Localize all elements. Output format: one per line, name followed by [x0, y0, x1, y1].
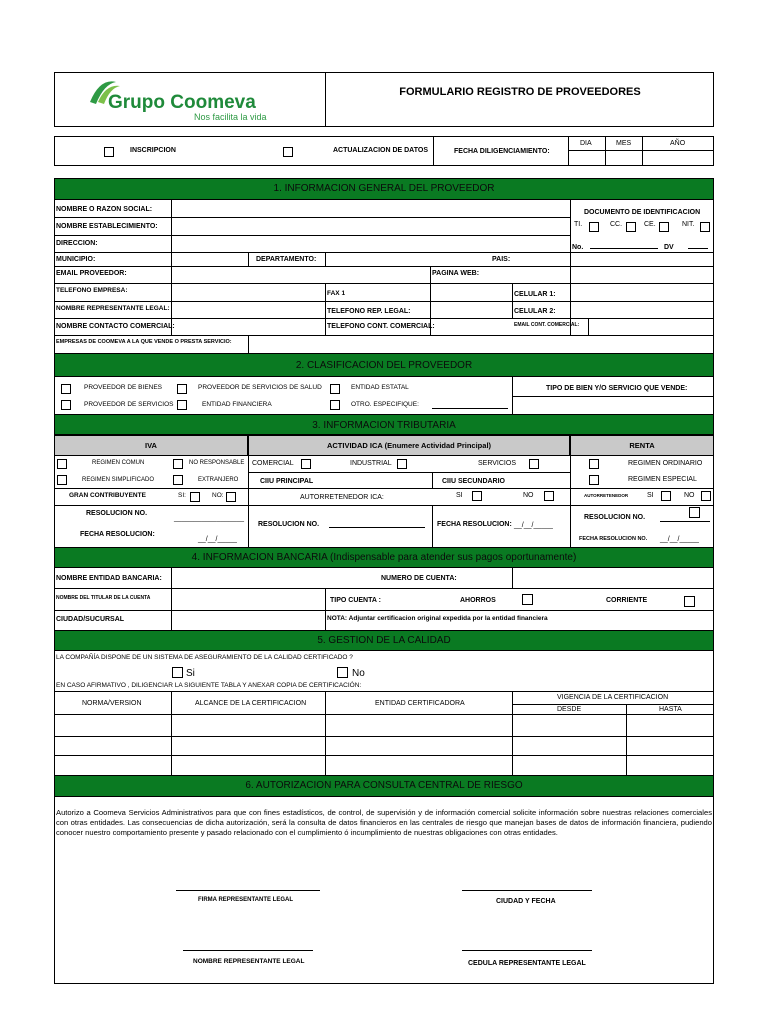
calidad-no-label: No	[352, 668, 365, 679]
anio-field[interactable]	[643, 151, 713, 165]
iva-header: IVA	[54, 435, 248, 456]
nombre-rep-label: NOMBRE REPRESENTANTE LEGAL	[193, 958, 305, 965]
estatal-checkbox[interactable]	[330, 384, 340, 394]
corriente-label: CORRIENTE	[606, 597, 648, 604]
anio-label: AÑO	[670, 140, 686, 147]
celular1-label: CELULAR 1:	[514, 291, 556, 298]
gran-si-checkbox[interactable]	[190, 492, 200, 502]
renta-fecha-label: FECHA RESOLUCION NO.	[579, 536, 648, 542]
ica-fecha-label: FECHA RESOLUCION:	[437, 521, 512, 528]
nombre-razon-field[interactable]	[172, 201, 569, 216]
nombre-rep-line[interactable]	[183, 950, 313, 951]
nombre-razon-label: NOMBRE O RAZON SOCIAL:	[56, 206, 153, 213]
autorizacion-paragraph: Autorizo a Coomeva Servicios Administrativos para que con fines estadísticos, de control, de supervisión y de información comercial solicite información sobre nuestras relaciones comerciales con otras entidades. Las consecuencias de dicha autorización, será la consulta de datos financieros en las centrales de riesgo que manejan bases de datos de información financiera, pudiendo conocer nuestro comportamiento presente y pasado relacionado con el cumplimiento ó incumplimiento de nuestras obligaciones con otras entidades.	[56, 808, 712, 837]
fecha-label: FECHA DILIGENCIAMIENTO:	[454, 148, 550, 155]
entidad-bancaria-label: NOMBRE ENTIDAD BANCARIA:	[56, 575, 162, 582]
comercial-label: COMERCIAL	[252, 460, 294, 467]
bienes-label: PROVEEDOR DE BIENES	[84, 384, 163, 391]
ciiu-secundario-label: CIIU SECUNDARIO	[442, 478, 506, 485]
titular-label: NOMBRE DEL TITULAR DE LA CUENTA	[56, 595, 151, 601]
ciudad-fecha-label: CIUDAD Y FECHA	[496, 898, 556, 905]
ti-label: TI.	[574, 221, 583, 228]
entidad-bancaria-field[interactable]	[172, 569, 372, 587]
serv-salud-label: PROVEEDOR DE SERVICIOS DE SALUD	[198, 384, 322, 391]
nit-label: NIT.	[682, 221, 695, 228]
firma-label: FIRMA REPRESENTANTE LEGAL	[198, 897, 294, 903]
reg-comun-checkbox[interactable]	[57, 459, 67, 469]
firma-line[interactable]	[176, 890, 320, 891]
no-resp-checkbox[interactable]	[173, 459, 183, 469]
calidad-si-checkbox[interactable]	[172, 667, 183, 678]
reg-simpl-label: REGIMEN SIMPLIFICADO	[82, 477, 155, 483]
gran-contrib-label: GRAN CONTRIBUYENTE	[69, 492, 146, 499]
doc-number-field[interactable]	[590, 248, 658, 249]
estatal-label: ENTIDAD ESTATAL	[351, 384, 409, 391]
empresas-label: EMPRESAS DE COOMEVA A LA QUE VENDE O PRESTA SERVICIO:	[56, 339, 232, 345]
ica-si-checkbox[interactable]	[472, 491, 482, 501]
renta-no-label: NO	[684, 492, 695, 499]
reg-comun-label: REGIMEN COMUN	[92, 460, 145, 466]
company-logo	[86, 76, 286, 122]
cert-row-3[interactable]	[55, 756, 713, 775]
nombre-establecimiento-field[interactable]	[172, 218, 569, 234]
ica-resolucion-label: RESOLUCION NO.	[258, 521, 320, 528]
gran-no-label: NO:	[212, 492, 224, 499]
cert-row-1[interactable]	[55, 715, 713, 735]
dv-label: DV	[664, 244, 674, 251]
financiera-label: ENTIDAD FINANCIERA	[202, 401, 272, 408]
reg-especial-checkbox[interactable]	[589, 475, 599, 485]
extranjero-label: EXTRANJERO	[198, 477, 239, 483]
mes-label: MES	[616, 140, 632, 147]
no-resp-label: NO RESPONSABLE	[189, 460, 245, 466]
extranjero-checkbox[interactable]	[173, 475, 183, 485]
iva-fecha-label: FECHA RESOLUCION:	[80, 531, 155, 538]
actualizacion-checkbox[interactable]	[283, 147, 293, 157]
titular-field[interactable]	[172, 589, 324, 609]
cc-label: CC.	[610, 221, 623, 228]
cedula-rep-line[interactable]	[462, 950, 592, 951]
industrial-checkbox[interactable]	[397, 459, 407, 469]
mes-field[interactable]	[606, 151, 641, 165]
gran-no-checkbox[interactable]	[226, 492, 236, 502]
logo-name: Grupo Coomeva	[108, 92, 256, 113]
municipio-label: MUNICIPIO:	[56, 256, 96, 263]
calidad-no-checkbox[interactable]	[337, 667, 348, 678]
renta-no-checkbox[interactable]	[701, 491, 711, 501]
no-label: No.	[572, 244, 584, 251]
section5-header: 5. GESTION DE LA CALIDAD	[54, 630, 714, 651]
calidad-instruction: EN CASO AFIRMATIVO , DILIGENCIAR LA SIGUIENTE TABLA Y ANEXAR COPIA DE CERTIFICACIÓN:	[56, 682, 362, 689]
col-entidad: ENTIDAD CERTIFICADORA	[375, 700, 465, 707]
ica-no-label: NO	[523, 492, 534, 499]
ce-label: CE.	[644, 221, 656, 228]
tel-rep-label: TELEFONO REP. LEGAL:	[327, 308, 411, 315]
ica-fecha-field[interactable]: __/__/_____	[514, 522, 553, 529]
pais-label: PAIS:	[492, 256, 511, 263]
numero-cuenta-field[interactable]	[513, 569, 713, 587]
form-title: FORMULARIO REGISTRO DE PROVEEDORES	[399, 86, 641, 98]
bienes-checkbox[interactable]	[61, 384, 71, 394]
cedula-rep-label: CEDULA REPRESENTANTE LEGAL	[468, 960, 586, 967]
fax-label: FAX 1	[327, 290, 346, 297]
renta-resolucion-field[interactable]	[660, 521, 710, 522]
otro-checkbox[interactable]	[330, 400, 340, 410]
renta-si-checkbox[interactable]	[661, 491, 671, 501]
ica-no-checkbox[interactable]	[544, 491, 554, 501]
logo-tagline: Nos facilita la vida	[194, 112, 267, 122]
doc-ident-label: DOCUMENTO DE IDENTIFICACION	[584, 209, 701, 216]
gran-si-label: SI:	[178, 492, 186, 499]
departamento-label: DEPARTAMENTO:	[256, 256, 317, 263]
nombre-establecimiento-label: NOMBRE ESTABLECIMIENTO:	[56, 223, 158, 230]
direccion-field[interactable]	[172, 236, 569, 251]
renta-si-label: SI	[647, 492, 654, 499]
ica-si-label: SI	[456, 492, 463, 499]
otro-field[interactable]	[432, 408, 508, 409]
renta-fecha-field[interactable]: __/__/_____	[660, 536, 699, 543]
email-cont-label: EMAIL CONT. COMERCIAL:	[514, 322, 580, 328]
ica-header: ACTIVIDAD ICA (Enumere Actividad Principal)	[248, 435, 570, 456]
section2-header: 2. CLASIFICACION DEL PROVEEDOR	[54, 353, 714, 377]
empresas-field[interactable]	[249, 336, 713, 352]
cert-row-2[interactable]	[55, 737, 713, 754]
ciudad-sucursal-field[interactable]	[172, 611, 324, 629]
calidad-si-label: Si	[186, 668, 195, 679]
industrial-label: INDUSTRIAL	[350, 460, 392, 467]
col-norma: NORMA/VERSION	[82, 700, 142, 707]
servicios-label: PROVEEDOR DE SERVICIOS	[84, 401, 174, 408]
comercial-checkbox[interactable]	[301, 459, 311, 469]
telefono-empresa-label: TELEFONO EMPRESA:	[56, 287, 128, 294]
servicios-ica-checkbox[interactable]	[529, 459, 539, 469]
col-desde: DESDE	[557, 706, 582, 713]
serv-salud-checkbox[interactable]	[177, 384, 187, 394]
nit-checkbox[interactable]	[700, 222, 710, 232]
section6-header: 6. AUTORIZACION PARA CONSULTA CENTRAL DE RIESGO	[54, 775, 714, 797]
iva-resolucion-label: RESOLUCION NO.	[86, 510, 148, 517]
autorretenedor-label: AUTORRETENEDOR	[584, 493, 629, 498]
col-vigencia: VIGENCIA DE LA CERTIFICACION	[557, 694, 669, 701]
renta-resolucion-label: RESOLUCION NO.	[584, 514, 646, 521]
iva-fecha-field[interactable]: __/__/_____	[198, 536, 237, 543]
ti-checkbox[interactable]	[589, 222, 599, 232]
dia-field[interactable]	[569, 151, 604, 165]
direccion-label: DIRECCION:	[56, 240, 98, 247]
tipo-bien-field[interactable]	[513, 397, 713, 413]
servicios-checkbox[interactable]	[61, 400, 71, 410]
ica-resolucion-field[interactable]	[329, 527, 425, 528]
calidad-question: LA COMPAÑÍA DISPONE DE UN SISTEMA DE ASEGURAMIENTO DE LA CALIDAD CERTIFICADO ?	[56, 654, 353, 661]
servicios-ica-label: SERVICIOS	[478, 460, 516, 467]
reg-especial-label: REGIMEN ESPECIAL	[628, 476, 697, 483]
corriente-checkbox[interactable]	[684, 596, 695, 607]
section1-header: 1. INFORMACION GENERAL DEL PROVEEDOR	[54, 178, 714, 200]
tipo-cuenta-label: TIPO CUENTA :	[330, 597, 381, 604]
nota-bancaria: NOTA: Adjuntar certificacion original expedida por la entidad financiera	[327, 615, 548, 622]
renta-resolucion-checkbox[interactable]	[689, 507, 700, 518]
actualizacion-label: ACTUALIZACION DE DATOS	[332, 147, 428, 154]
col-alcance: ALCANCE DE LA CERTIFICACION	[195, 700, 307, 707]
ciudad-fecha-line[interactable]	[462, 890, 592, 891]
inscripcion-label: INSCRIPCION	[130, 147, 176, 154]
renta-header: RENTA	[570, 435, 714, 456]
ahorros-label: AHORROS	[460, 597, 496, 604]
iva-resolucion-field[interactable]: __________________	[174, 515, 245, 522]
celular2-label: CELULAR 2:	[514, 308, 556, 315]
representante-label: NOMBRE REPRESENTANTE LEGAL:	[56, 305, 170, 312]
ciudad-sucursal-label: CIUDAD/SUCURSAL	[56, 616, 125, 623]
reg-simpl-checkbox[interactable]	[57, 475, 67, 485]
ce-checkbox[interactable]	[659, 222, 669, 232]
ahorros-checkbox[interactable]	[522, 594, 533, 605]
section3-header: 3. INFORMACION TRIBUTARIA	[54, 414, 714, 435]
numero-cuenta-label: NUMERO DE CUENTA:	[381, 575, 457, 582]
inscripcion-checkbox[interactable]	[104, 147, 114, 157]
financiera-checkbox[interactable]	[177, 400, 187, 410]
contacto-label: NOMBRE CONTACTO COMERCIAL:	[56, 323, 175, 330]
dia-label: DIA	[580, 140, 592, 147]
section4-header: 4. INFORMACION BANCARIA (Indispensable para atender sus pagos oportunamente)	[54, 547, 714, 568]
autorretenedor-ica-label: AUTORRETENEDOR ICA:	[300, 494, 384, 501]
email-label: EMAIL PROVEEDOR:	[56, 270, 127, 277]
cc-checkbox[interactable]	[626, 222, 636, 232]
ciiu-principal-label: CIIU PRINCIPAL	[260, 478, 314, 485]
reg-ordinario-checkbox[interactable]	[589, 459, 599, 469]
otro-label: OTRO. ESPECIFIQUE:	[351, 401, 419, 408]
col-hasta: HASTA	[659, 706, 682, 713]
tel-cont-label: TELEFONO CONT. COMERCIAL:	[327, 323, 435, 330]
tipo-bien-label: TIPO DE BIEN Y/O SERVICIO QUE VENDE:	[546, 385, 688, 392]
pagina-web-label: PAGINA WEB:	[432, 270, 480, 277]
reg-ordinario-label: REGIMEN ORDINARIO	[628, 460, 703, 467]
dv-field[interactable]	[688, 248, 708, 249]
